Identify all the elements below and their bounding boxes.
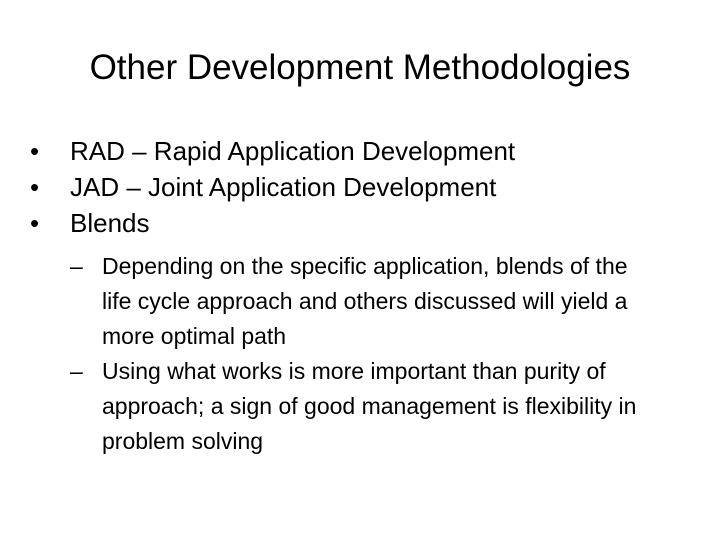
bullet-text: Blends [70,208,150,238]
bullet-marker: • [30,208,40,238]
bullet-marker: • [30,136,40,166]
bullet-text: RAD – Rapid Application Development [70,136,516,166]
bullet-rad [30,133,700,169]
sub-bullet-marker: – [70,358,83,384]
sub-bullet-depending [70,249,700,354]
bullet-blends [30,205,700,459]
bullet-list [30,133,700,459]
slide-title: Other Development Methodologies [89,48,631,87]
sub-bullet-text: Depending on the specific application, blends of the life cycle approach and others discussed will yield a more optimal path [102,253,628,349]
bullet-marker: • [30,172,40,202]
bullet-text: JAD – Joint Application Development [70,172,497,202]
sub-bullet-marker: – [70,253,83,279]
bullet-jad [30,169,700,205]
sub-bullet-using [70,354,700,459]
sub-bullet-text: Using what works is more important than purity of approach; a sign of good management is flexibility in problem solving [102,358,637,454]
sub-bullet-list [70,249,700,459]
